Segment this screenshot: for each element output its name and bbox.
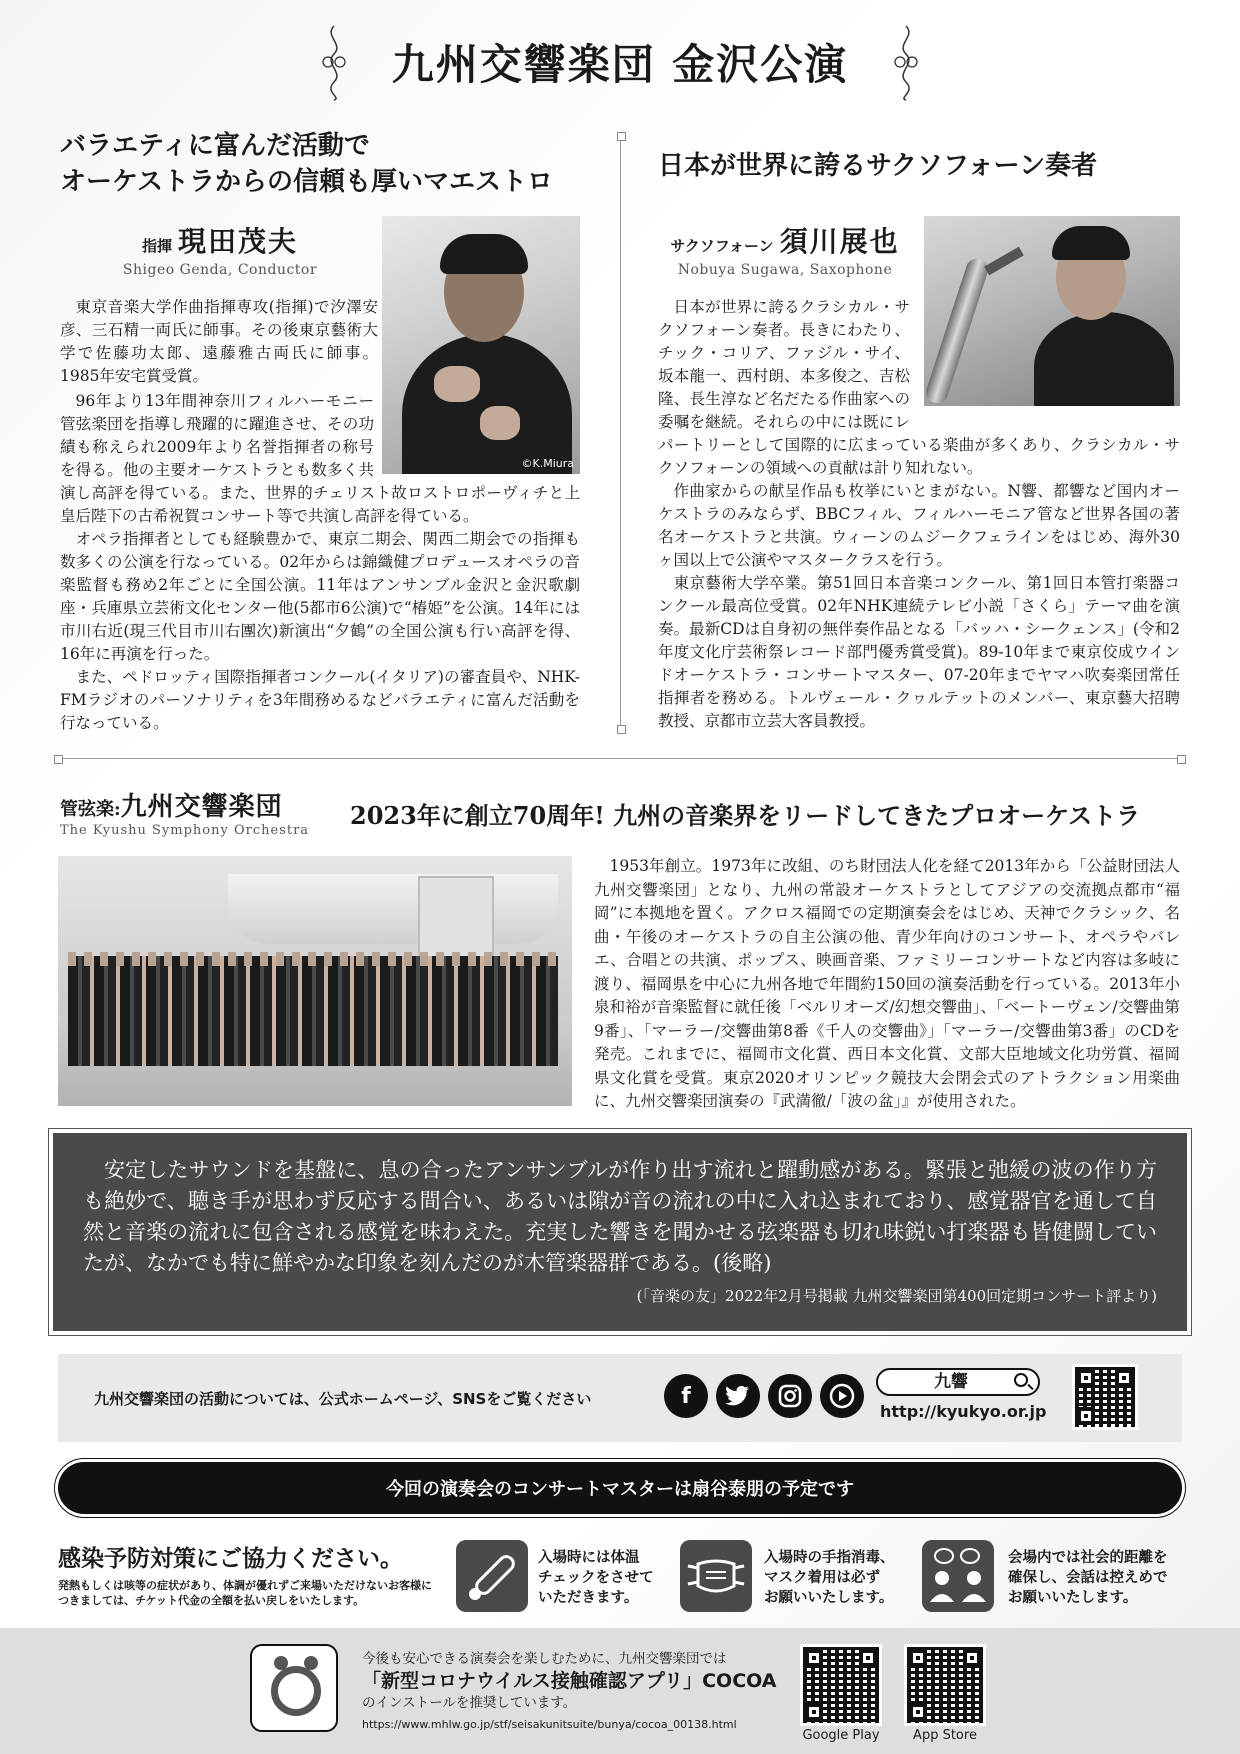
headline-line: バラエティに富んだ活動で xyxy=(60,131,370,161)
conductor-name-block xyxy=(120,220,320,278)
search-label: 九響 xyxy=(934,1372,968,1392)
saxophonist-paragraph: 日本が世界に誇るクラシカル・サクソフォーン奏者。長きにわたり、チック・コリア、ファジル・サイ、坂本龍一、西村朗、本多俊之、吉松隆、長生淳など名だたる作曲家への委嘱を継続。それらの中には既にレパートリーとして国際的に広まっている楽曲が多くあり、クラシカル・サクソフォーンの領域への貢献は計り知れない。 xyxy=(658,298,1180,477)
concertmaster-banner: 今回の演奏会のコンサートマスターは扇谷泰朋の予定です xyxy=(58,1462,1182,1514)
saxophonist-section xyxy=(658,128,1180,738)
website-text: 九州交響楽団の活動については、公式ホームページ、SNSをご覧ください xyxy=(94,1390,592,1408)
orchestra-headline: 2023年に創立70周年! 九州の音楽界をリードしてきたプロオーケストラ xyxy=(350,801,1141,830)
cocoa-url[interactable]: https://www.mhlw.go.jp/stf/seisakunitsuite/bunya/cocoa_00138.html xyxy=(362,1718,737,1731)
saxophonist-bio xyxy=(658,296,1180,736)
conductor-bio xyxy=(60,390,580,730)
search-box[interactable] xyxy=(876,1368,1040,1396)
conductor-headline xyxy=(60,128,580,200)
saxophonist-paragraph: 東京藝術大学卒業。第51回日本音楽コンクール、第1回日本管打楽器コンクール最高位受賞。02年NHK連続テレビ小説「さくら」テーマ曲を演奏。最新CDは自身初の無伴奏作品となる「バッハ・シークェンス」(令和2年度文化庁芸術祭レコード部門優秀賞受賞)。89-10年まで東京佼成ウインドオーケストラ・コンサートマスター、07-20年までヤマハ吹奏楽団常任指揮者を務める。トルヴェール・クヮルテットのメンバー、東京藝大招聘教授、京都市立芸大客員教授。 xyxy=(658,574,1180,730)
website-url[interactable]: http://kyukyo.or.jp xyxy=(880,1402,1047,1421)
conductor-name: 現田茂夫 xyxy=(178,225,299,258)
conductor-role: 指揮 xyxy=(141,237,172,255)
conductor-paragraph: オペラ指揮者としても経験豊かで、東京二期会、関西二期会での指揮も数多くの公演を行なっている。02年からは錦織健プロデュースオペラの音楽監督も務め2年ごとに全国公演。11年はアンサンブル金沢と金沢歌劇座・兵庫県立芸術文化センター他(5都市6公演)で“椿姫”を公演。14年には市川右近(現三代目市川右團次)新演出“夕鶴”の全国公演も行い高評を得、16年に再演を行った。 xyxy=(60,530,580,663)
conductor-bio-top xyxy=(60,296,378,388)
page-title: 九州交響楽団 金沢公演 xyxy=(391,40,849,89)
infection-item-text: 会場内では社会的距離を 確保し、会話は控えめで お願いいたします。 xyxy=(1008,1550,1168,1606)
cocoa-app-icon xyxy=(250,1644,338,1732)
google-play-qr-code xyxy=(800,1644,882,1726)
review-quote-text: 安定したサウンドを基盤に、息の合ったアンサンブルが作り出す流れと躍動感がある。緊張と弛緩の波の作り方も絶妙で、聴き手が思わず反応する間合い、あるいは隙が音の流れの中に入れ込まれており、感覚器官を通して自然と音楽の流れに包含される感覚を味わえた。充実した響きを聞かせる弦楽器も切れ味鋭い打楽器も皆健闘していたが、なかでも特に鮮やかな印象を刻んだのが木管楽器群である。(後略) xyxy=(83,1158,1157,1275)
cocoa-app-name: 「新型コロナウイルス接触確認アプリ」COCOA xyxy=(362,1670,777,1692)
review-quote-source: (「音楽の友」2022年2月号掲載 九州交響楽団第400回定期コンサート評より) xyxy=(636,1287,1157,1305)
section-divider xyxy=(60,758,1180,759)
mask-icon xyxy=(680,1540,752,1612)
saxophonist-name: 須川展也 xyxy=(779,225,900,258)
saxophonist-name-en: Nobuya Sugawa, Saxophone xyxy=(677,262,893,278)
google-play-label[interactable]: Google Play xyxy=(802,1728,880,1743)
orchestra-name-en: The Kyushu Symphony Orchestra xyxy=(60,823,310,838)
facebook-icon[interactable]: f xyxy=(664,1374,708,1418)
saxophonist-role: サクソフォーン xyxy=(670,237,774,255)
orchestra-name-block xyxy=(60,786,309,838)
website-bar xyxy=(58,1354,1182,1442)
thermometer-icon xyxy=(456,1540,528,1612)
review-quote-box xyxy=(48,1128,1192,1336)
conductor-paragraph: 東京音楽大学作曲指揮専攻(指揮)で汐澤安彦、三石精一両氏に師事。その後東京藝術大学で佐藤功太郎、遠藤雅古両氏に師事。1985年安宅賞受賞。 xyxy=(60,298,378,385)
distance-icon xyxy=(922,1540,994,1612)
infection-item-text: 入場時の手指消毒、 マスク着用は必ず お願いいたします。 xyxy=(764,1550,895,1606)
column-divider xyxy=(620,138,621,728)
instagram-icon[interactable] xyxy=(768,1374,812,1418)
title-bar xyxy=(300,20,940,104)
orchestra-body: 1953年創立。1973年に改組、のち財団法人化を経て2013年から「公益財団法人九州交響楽団」となり、九州の常設オーケストラとしてアジアの交流拠点都市“福岡”に本拠地を置く。アクロス福岡での定期演奏会をはじめ、天神でクラシック、名曲・午後のオーケストラの自主公演の他、青少年向けのコンサート、オペラやバレエ、合唱との共演、ポップス、映画音楽、ファミリーコンサートなど内容は多岐に渡り、福岡県を中心に九州各地で年間約150回の演奏活動を行っている。2013年小泉和裕が音楽監督に就任後「ベルリオーズ/幻想交響曲」、「ベートーヴェン/交響曲第9番」、「マーラー/交響曲第8番《千人の交響曲》」「マーラー/交響曲第3番」のCDを発売。これまでに、福岡市文化賞、西日本文化賞、文部大臣地域文化功労賞、福岡県文化賞を受賞。東京2020オリンピック競技大会閉会式のアトラクション用楽曲に、九州交響楽団演奏の『武満徹/「波の盆」』が使用された。 xyxy=(594,857,1180,1110)
saxophonist-paragraph: 作曲家からの献呈作品も枚挙にいとまがない。N響、都響など国内オーケストラのみならず、BBCフィル、フィルハーモニア管など世界各国の著名オーケストラと共演。ウィーンのムジークフェラインをはじめ、海外30ヶ国以上で公演やマスタークラスを行う。 xyxy=(658,482,1180,569)
website-qr-code xyxy=(1072,1364,1138,1430)
cocoa-line: 今後も安心できる演奏会を楽しむために、九州交響楽団では xyxy=(362,1651,727,1667)
ornament-icon xyxy=(886,22,926,102)
orchestra-name: 九州交響楽団 xyxy=(120,792,283,822)
search-icon xyxy=(1014,1373,1028,1387)
orchestra-role: 管弦楽: xyxy=(60,799,121,820)
conductor-paragraph: また、ペドロッティ国際指揮者コンクール(イタリア)の審査員や、NHK-FMラジオのパーソナリティを3年間務めるなどバラエティに富んだ活動を行なっている。 xyxy=(60,668,580,732)
twitter-icon[interactable] xyxy=(716,1374,760,1418)
saxophonist-name-block xyxy=(660,220,910,278)
cocoa-bar xyxy=(0,1628,1240,1754)
orchestra-photo xyxy=(58,856,572,1106)
ornament-icon xyxy=(314,22,354,102)
app-store-qr-code xyxy=(904,1644,986,1726)
photo-credit: ©K.Miura xyxy=(521,457,574,470)
saxophonist-headline: 日本が世界に誇るサクソフォーン奏者 xyxy=(658,151,1098,181)
conductor-paragraph: 96年より13年間神奈川フィルハーモニー管弦楽団を指導し飛躍的に躍進させ、その功績も称えられ2009年より名誉指揮者の称号を得る。他の主要オーケストラとも数多く共演し高評を得ている。また、世界的チェリスト故ロストロポーヴィチと上皇后陛下の古希祝賀コンサート等で共演し高評を得ている。 xyxy=(60,392,580,525)
app-store-label[interactable]: App Store xyxy=(913,1728,977,1743)
infection-title: 感染予防対策にご協力ください。 xyxy=(58,1546,403,1572)
conductor-name-en: Shigeo Genda, Conductor xyxy=(122,262,318,278)
youtube-icon[interactable] xyxy=(820,1374,864,1418)
infection-item-text: 入場時には体温 チェックをさせて いただきます。 xyxy=(538,1550,654,1606)
conductor-section xyxy=(60,128,580,738)
infection-note: 発熱もしくは咳等の症状があり、体調が優れずご来場いただけないお客様につきましては、チケット代金の全額を払い戻しをいたします。 xyxy=(58,1579,432,1607)
cocoa-text xyxy=(362,1648,777,1736)
cocoa-line: のインストールを推奨しています。 xyxy=(362,1695,577,1711)
headline-line: オーケストラからの信頼も厚いマエストロ xyxy=(60,167,553,197)
